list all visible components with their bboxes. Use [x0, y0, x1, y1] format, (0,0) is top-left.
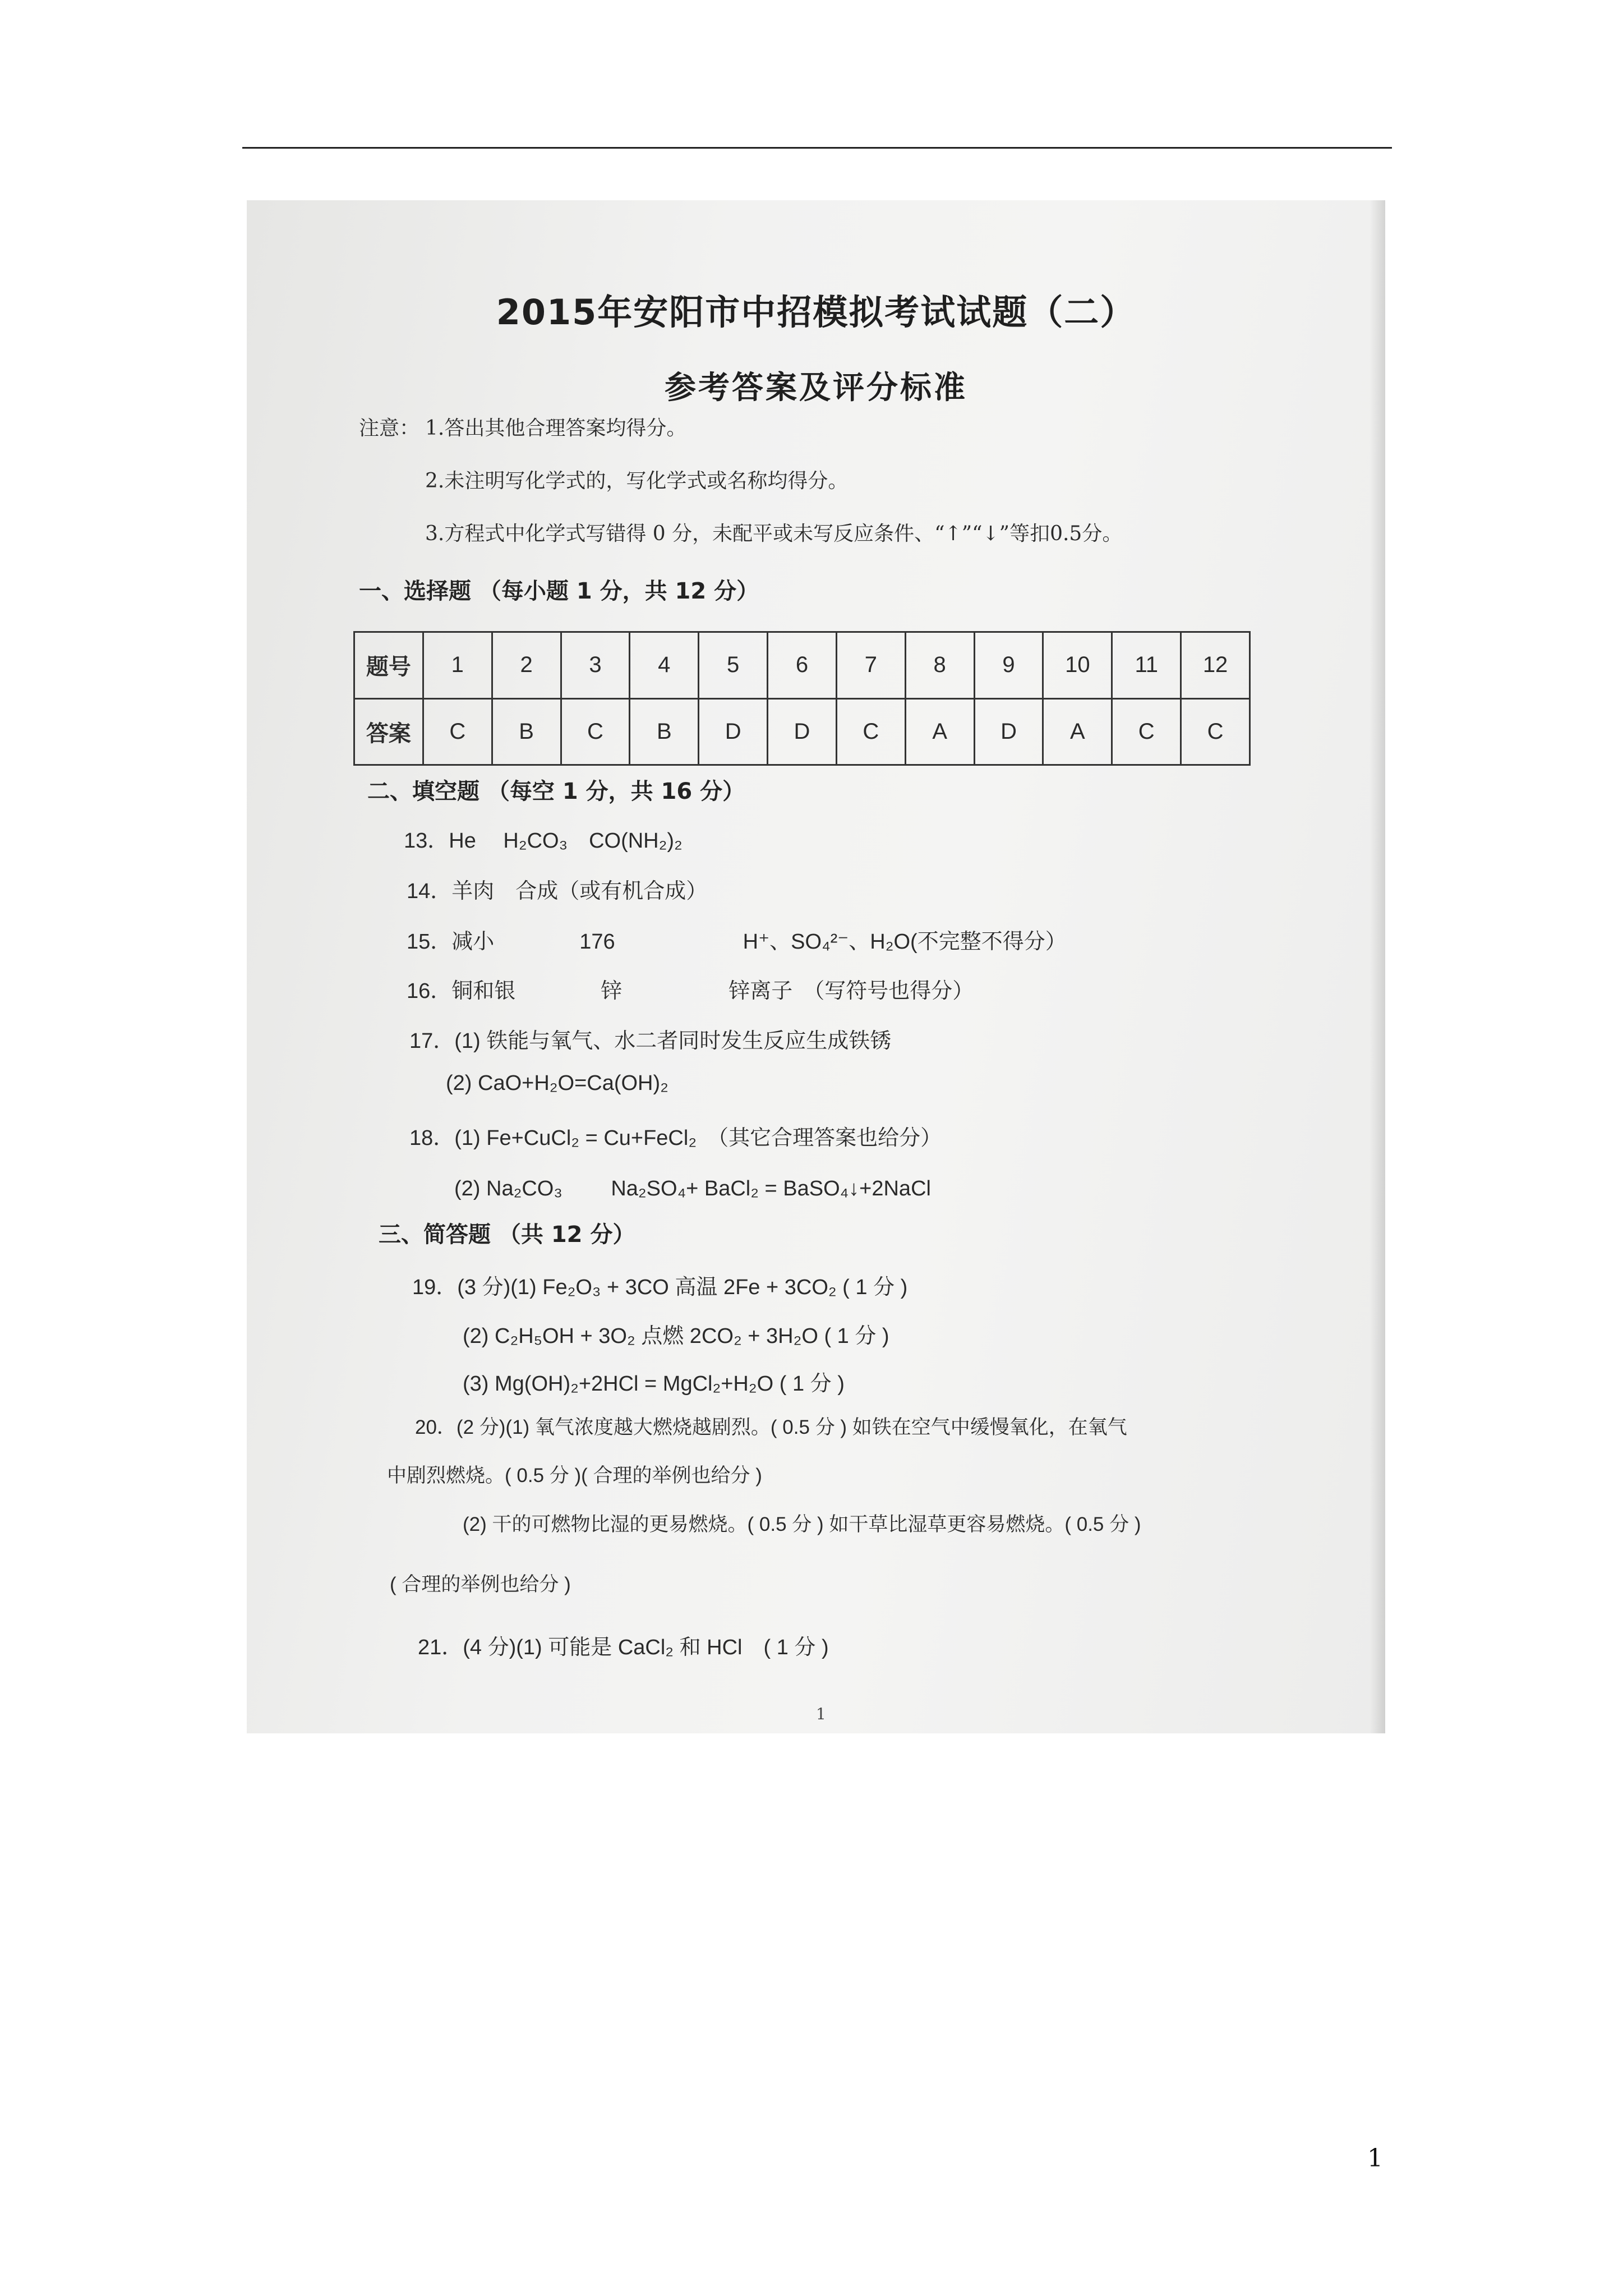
table-cell: 6 — [768, 632, 837, 699]
header-rule — [242, 147, 1392, 149]
note-item-3: 3.方程式中化学式写错得 0 分，未配平或未写反应条件、“↑”“↓”等扣0.5分。 — [425, 522, 1123, 545]
table-cell: A — [1043, 698, 1112, 765]
table-cell: C — [836, 698, 905, 765]
answer-line-20-1: 20．(2 分)(1) 氧气浓度越大燃烧越剧烈。( 0.5 分 ) 如铁在空气中缓慢氧化，在氧气 — [415, 1416, 1127, 1438]
table-cell: C — [423, 698, 492, 765]
table-cell: C — [1112, 698, 1181, 765]
table-cell: D — [768, 698, 837, 765]
table-cell: C — [1181, 698, 1250, 765]
answer-line-20-2-cont: ( 合理的举例也给分 ) — [390, 1573, 571, 1595]
note-item-1: 1.答出其他合理答案均得分。 — [425, 417, 687, 440]
page-number: 1 — [1367, 2144, 1383, 2173]
photo-edge-shadow — [1370, 200, 1385, 1733]
section-2-heading: 二、填空题 （每空 1 分，共 16 分） — [367, 779, 745, 804]
notes-label: 注意： — [359, 417, 420, 440]
document-subtitle: 参考答案及评分标准 — [665, 370, 967, 406]
answer-line-14: 14．羊肉 合成（或有机合成） — [407, 880, 708, 903]
answer-line-17-1: 17．(1) 铁能与氧气、水二者同时发生反应生成铁锈 — [409, 1029, 892, 1053]
answer-line-17-2: (2) CaO+H₂O=Ca(OH)₂ — [446, 1071, 668, 1095]
table-cell: C — [561, 698, 630, 765]
table-cell: 12 — [1181, 632, 1250, 699]
answer-line-19-2: (2) C₂H₅OH + 3O₂ 点燃 2CO₂ + 3H₂O ( 1 分 ) — [463, 1324, 889, 1348]
table-cell: 8 — [905, 632, 974, 699]
table-cell: B — [492, 698, 561, 765]
table-cell: B — [630, 698, 699, 765]
table-cell: 11 — [1112, 632, 1181, 699]
answer-table — [353, 631, 1251, 766]
table-row-numbers — [354, 632, 1250, 699]
table-cell: D — [974, 698, 1043, 765]
table-cell: 5 — [699, 632, 768, 699]
table-cell: 3 — [561, 632, 630, 699]
answer-line-21-1: 21．(4 分)(1) 可能是 CaCl₂ 和 HCl ( 1 分 ) — [418, 1636, 829, 1659]
answer-line-15: 15．减小 176 H⁺、SO₄²⁻、H₂O(不完整不得分） — [407, 930, 1067, 954]
answer-line-19-1: 19．(3 分)(1) Fe₂O₃ + 3CO 高温 2Fe + 3CO₂ ( 1 分 ) — [412, 1276, 908, 1299]
row-header-answer: 答案 — [354, 698, 423, 765]
section-1-heading: 一、选择题 （每小题 1 分，共 12 分） — [359, 578, 759, 604]
table-cell: 1 — [423, 632, 492, 699]
answer-line-20-2: (2) 干的可燃物比湿的更易燃烧。( 0.5 分 ) 如干草比湿草更容易燃烧。( 0.5 分 ) — [463, 1513, 1141, 1535]
row-header-question-number: 题号 — [354, 632, 423, 699]
table-row-answers — [354, 698, 1250, 765]
answer-line-18-1: 18．(1) Fe+CuCl₂ = Cu+FeCl₂ （其它合理答案也给分） — [409, 1126, 942, 1150]
table-cell: D — [699, 698, 768, 765]
photo-page-marker: 1 — [816, 1705, 826, 1723]
table-cell: A — [905, 698, 974, 765]
answer-line-16: 16．铜和银 锌 锌离子 （写符号也得分） — [407, 979, 974, 1003]
note-item-2: 2.未注明写化学式的，写化学式或名称均得分。 — [425, 470, 849, 493]
answer-sheet-photo — [247, 200, 1385, 1733]
answer-line-18-2: (2) Na₂CO₃ Na₂SO₄+ BaCl₂ = BaSO₄↓+2NaCl — [454, 1177, 931, 1200]
answer-line-13: 13．He H₂CO₃ CO(NH₂)₂ — [404, 829, 683, 853]
table-cell: 9 — [974, 632, 1043, 699]
table-cell: 4 — [630, 632, 699, 699]
table-cell: 10 — [1043, 632, 1112, 699]
section-3-heading: 三、简答题 （共 12 分） — [379, 1222, 635, 1248]
answer-line-19-3: (3) Mg(OH)₂+2HCl = MgCl₂+H₂O ( 1 分 ) — [463, 1372, 845, 1396]
table-cell: 2 — [492, 632, 561, 699]
answer-line-20-1-cont: 中剧烈燃烧。( 0.5 分 )( 合理的举例也给分 ) — [387, 1465, 762, 1487]
table-cell: 7 — [836, 632, 905, 699]
document-title: 2015年安阳市中招模拟考试试题（二） — [496, 292, 1136, 333]
